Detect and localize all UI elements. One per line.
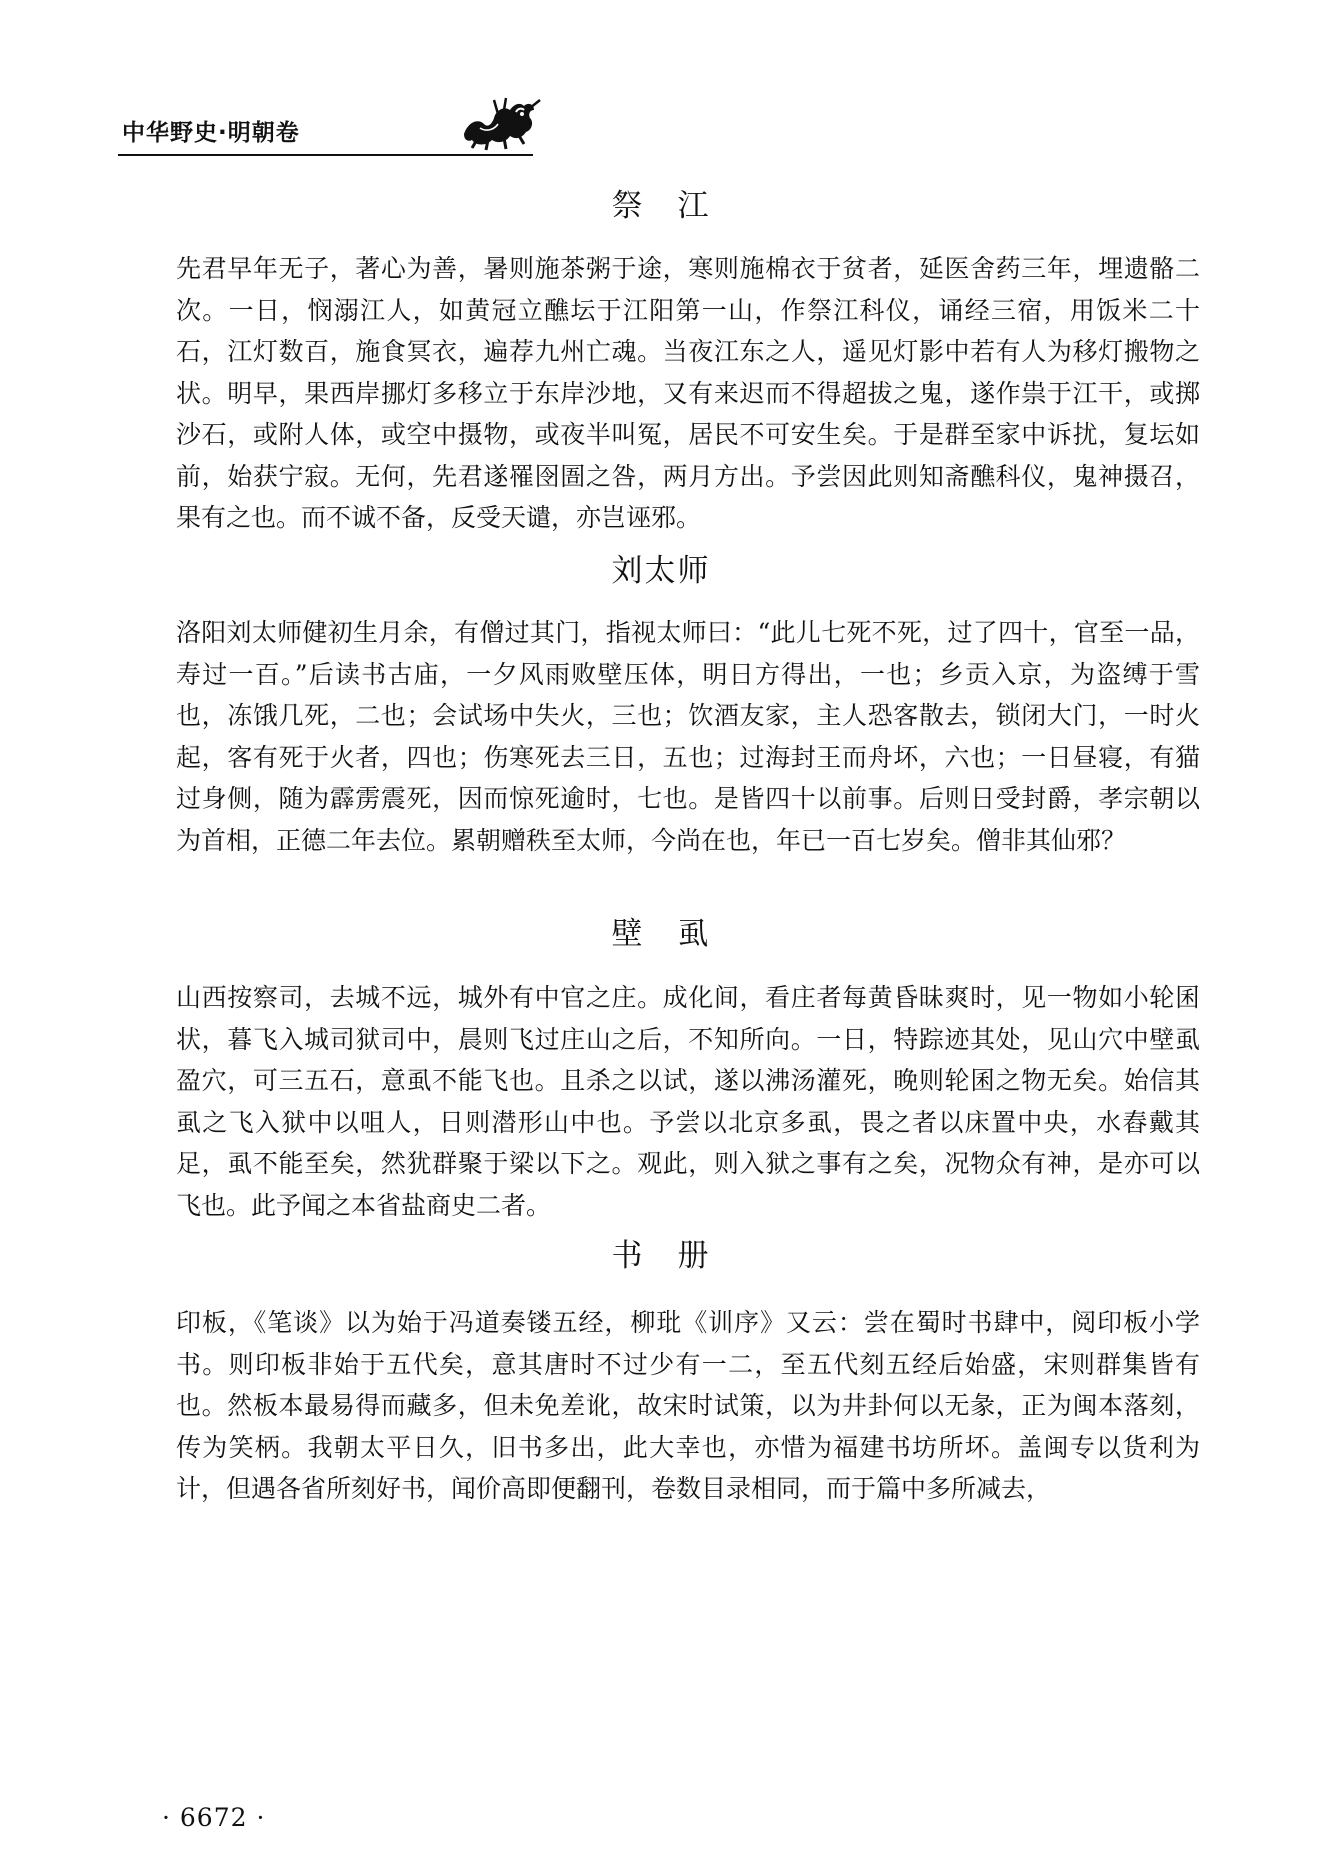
running-header	[118, 108, 533, 160]
section-title: 壁 虱	[611, 916, 711, 952]
section-paragraph: 印板，《笔谈》以为始于冯道奏镂五经，柳玭《训序》又云：尝在蜀时书肆中，阅印板小学书。则印板非始于五代矣，意其唐时不过少有一二，至五代刻五经后始盛，宋则群集皆有也。然板本最易得而藏多，但未免差讹，故宋时试策，以为井卦何以无彖，正为闽本落刻，传为笑柄。我朝太平日久，旧书多出，此大幸也，亦惜为福建书坊所坏。盖闽专以货利为计，但遇各省所刻好书，闻价高即便翻刊，卷数目录相同，而于篇中多所减去，	[176, 1308, 1200, 1503]
header-rule	[118, 154, 533, 156]
section-title: 刘太师	[611, 553, 711, 589]
section-paragraph: 先君早年无子，著心为善，暑则施茶粥于途，寒则施棉衣于贫者，延医舍药三年，埋遗骼二次。一日，悯溺江人，如黄冠立醮坛于江阳第一山，作祭江科仪，诵经三宿，用饭米二十石，江灯数百，施食冥衣，遍荐九州亡魂。当夜江东之人，遥见灯影中若有人为移灯搬物之状。明早，果西岸挪灯多移立于东岸沙地，又有来迟而不得超拔之鬼，遂作祟于江干，或掷沙石，或附人体，或空中摄物，或夜半叫冤，居民不可安生矣。于是群至家中诉扰，复坛如前，始获宁寂。无何，先君遂罹囹圄之咎，两月方出。予尝因此则知斋醮科仪，鬼神摄召，果有之也。而不诚不备，反受天谴，亦岂诬邪。	[176, 254, 1200, 532]
section-paragraph: 洛阳刘太师健初生月余，有僧过其门，指视太师曰：“此儿七死不死，过了四十，官至一品，寿过一百。”后读书古庙，一夕风雨败壁压体，明日方得出，一也；乡贡入京，为盗缚于雪也，冻饿几死，二也；会试场中失火，三也；饮酒友家，主人恐客散去，锁闭大门，一时火起，客有死于火者，四也；伤寒死去三日，五也；过海封王而舟坏，六也；一日昼寝，有猫过身侧，随为霹雳震死，因而惊死逾时，七也。是皆四十以前事。后则日受封爵，孝宗朝以为首相，正德二年去位。累朝赠秩至太师，今尚在也，年已一百七岁矣。僧非其仙邪？	[176, 618, 1200, 855]
section-title: 祭 江	[611, 188, 711, 224]
section-title: 书 册	[611, 1238, 711, 1274]
book-title: 中华野史·明朝卷	[122, 120, 300, 146]
page-number: · 6672 ·	[162, 1803, 266, 1832]
dragon-emblem-icon	[458, 94, 542, 152]
section-paragraph: 山西按察司，去城不远，城外有中官之庄。成化间，看庄者每黄昏昧爽时，见一物如小轮囷状，暮飞入城司狱司中，晨则飞过庄山之后，不知所向。一日，特踪迹其处，见山穴中壁虱盈穴，可三五石，意虱不能飞也。且杀之以试，遂以沸汤灌死，晚则轮囷之物无矣。始信其虱之飞入狱中以咀人，日则潜形山中也。予尝以北京多虱，畏之者以床置中央，水舂戴其足，虱不能至矣，然犹群聚于梁以下之。观此，则入狱之事有之矣，况物众有神，是亦可以飞也。此予闻之本省盐商史二者。	[176, 983, 1200, 1220]
